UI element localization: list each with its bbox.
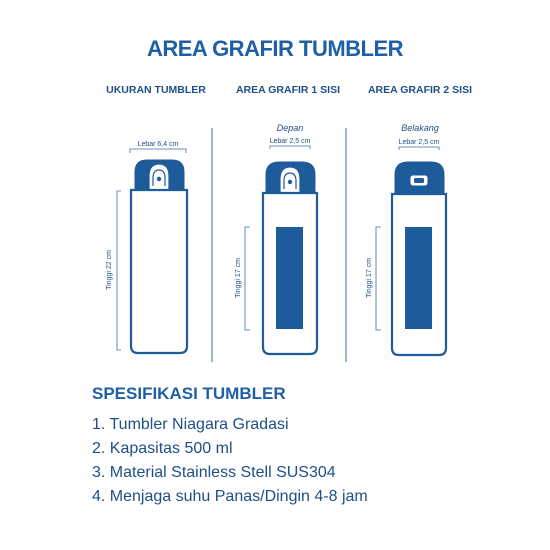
width-label: Lebar 2,5 cm	[269, 138, 311, 145]
spec-title: SPESIFIKASI TUMBLER	[92, 384, 286, 403]
spec-item: 3. Material Stainless Stell SUS304	[92, 464, 336, 481]
tumbler-front-drawing	[235, 138, 317, 354]
lid-button	[288, 180, 292, 184]
column-title-two-sides: AREA GRAFIR 2 SISI	[367, 84, 473, 96]
page-title: AREA GRAFIR TUMBLER	[146, 36, 404, 61]
engraving-area-front	[276, 227, 303, 329]
tumbler-body	[131, 190, 187, 353]
column-title-size: UKURAN TUMBLER	[106, 84, 206, 96]
lid-latch-inner	[414, 178, 424, 183]
engraving-area-back	[405, 227, 432, 329]
column-title-one-side: AREA GRAFIR 1 SISI	[235, 84, 341, 96]
width-dimension-line	[130, 149, 186, 153]
spec-item: 4. Menjaga suhu Panas/Dingin 4-8 jam	[92, 488, 368, 505]
width-dimension-line	[270, 146, 310, 149]
height-dimension-line	[245, 227, 250, 330]
height-dimension-line	[376, 227, 381, 330]
spec-item: 1. Tumbler Niagara Gradasi	[92, 416, 289, 433]
side-label-back: Belakang	[401, 123, 439, 133]
width-dimension-line	[399, 147, 439, 150]
width-label: Lebar 6,4 cm	[137, 141, 179, 148]
height-label: Tinggi 17 cm	[235, 258, 242, 298]
width-label: Lebar 2,5 cm	[398, 139, 440, 146]
height-label: Tinggi 17 cm	[366, 258, 373, 298]
spec-item: 2. Kapasitas 500 ml	[92, 440, 233, 457]
lid-button	[157, 177, 161, 181]
tumbler-size-drawing	[106, 141, 187, 353]
height-dimension-line	[117, 191, 121, 350]
side-label-front: Depan	[276, 123, 304, 133]
tumbler-back-drawing	[366, 139, 446, 355]
height-label: Tinggi 22 cm	[106, 250, 113, 290]
